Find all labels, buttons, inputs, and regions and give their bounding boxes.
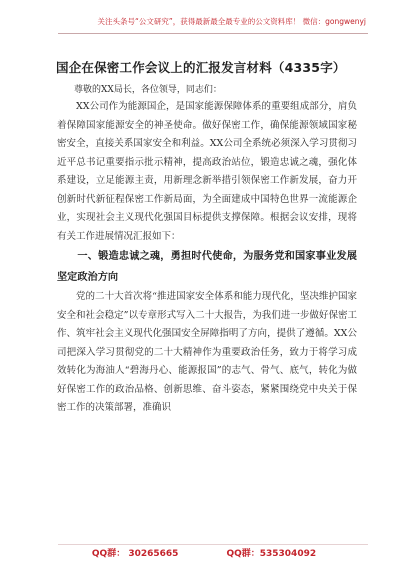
page-header: [0, 16, 408, 30]
header-promo-text: 关注头条号“公文研究”，获得最新最全最专业的公文资料库！ 微信：gongwenyj: [97, 17, 366, 26]
footer-qq-group-1: QQ群： 30265665: [91, 549, 179, 559]
page-footer: [0, 546, 408, 559]
footer-qq-group-2: QQ群：535304092: [226, 549, 317, 559]
document-title: 国企在保密工作会议上的汇报发言材料（4335字）: [56, 60, 346, 75]
header-divider: [58, 33, 368, 34]
body-paragraph: 党的二十大首次将“推进国家安全体系和能力现代化，坚决维护国家安全和社会稳定”以专章形式写入二十大报告，为我们进一步做好保密工作、筑牢社会主义现代化强国安全屏障指明了方向，提供了遵循。XX公司把深入学习贯彻党的二十大精神作为重要政治任务，致力于将学习成效转化为海油人“碧海丹心、能源报国”的志气、骨气、底气，转化为做好保密工作的政治品格、创新思维、奋斗姿态，紧紧围绕党中央关于保密工作的决策部署，准确识: [57, 291, 357, 413]
document-greeting: 尊敬的XX局长，各位领导，同志们：: [74, 85, 222, 95]
document-body: [57, 98, 357, 418]
section-heading: 一、锻造忠诚之魂，勇担时代使命，为服务党和国家事业发展坚定政治方向: [57, 251, 357, 283]
body-paragraph: XX公司作为能源国企，是国家能源保障体系的重要组成部分，肩负着保障国家能源安全的神圣使命。做好保密工作，确保能源领域国家秘密安全，直接关系国家安全和利益。XX公司全系统必须深入学习贯彻习近平总书记重要指示批示精神，提高政治站位，锻造忠诚之魂，强化体系建设，立足能源主责，用新理念新举措引领保密工作新发展，奋力开创新时代新征程保密工作新局面，为全面建成中国特色世界一流能源企业，实现社会主义现代化强国目标提供支撑保障。根据会议安排，现将有关工作进展情况汇报如下：: [57, 101, 357, 242]
footer-divider: [58, 544, 368, 545]
